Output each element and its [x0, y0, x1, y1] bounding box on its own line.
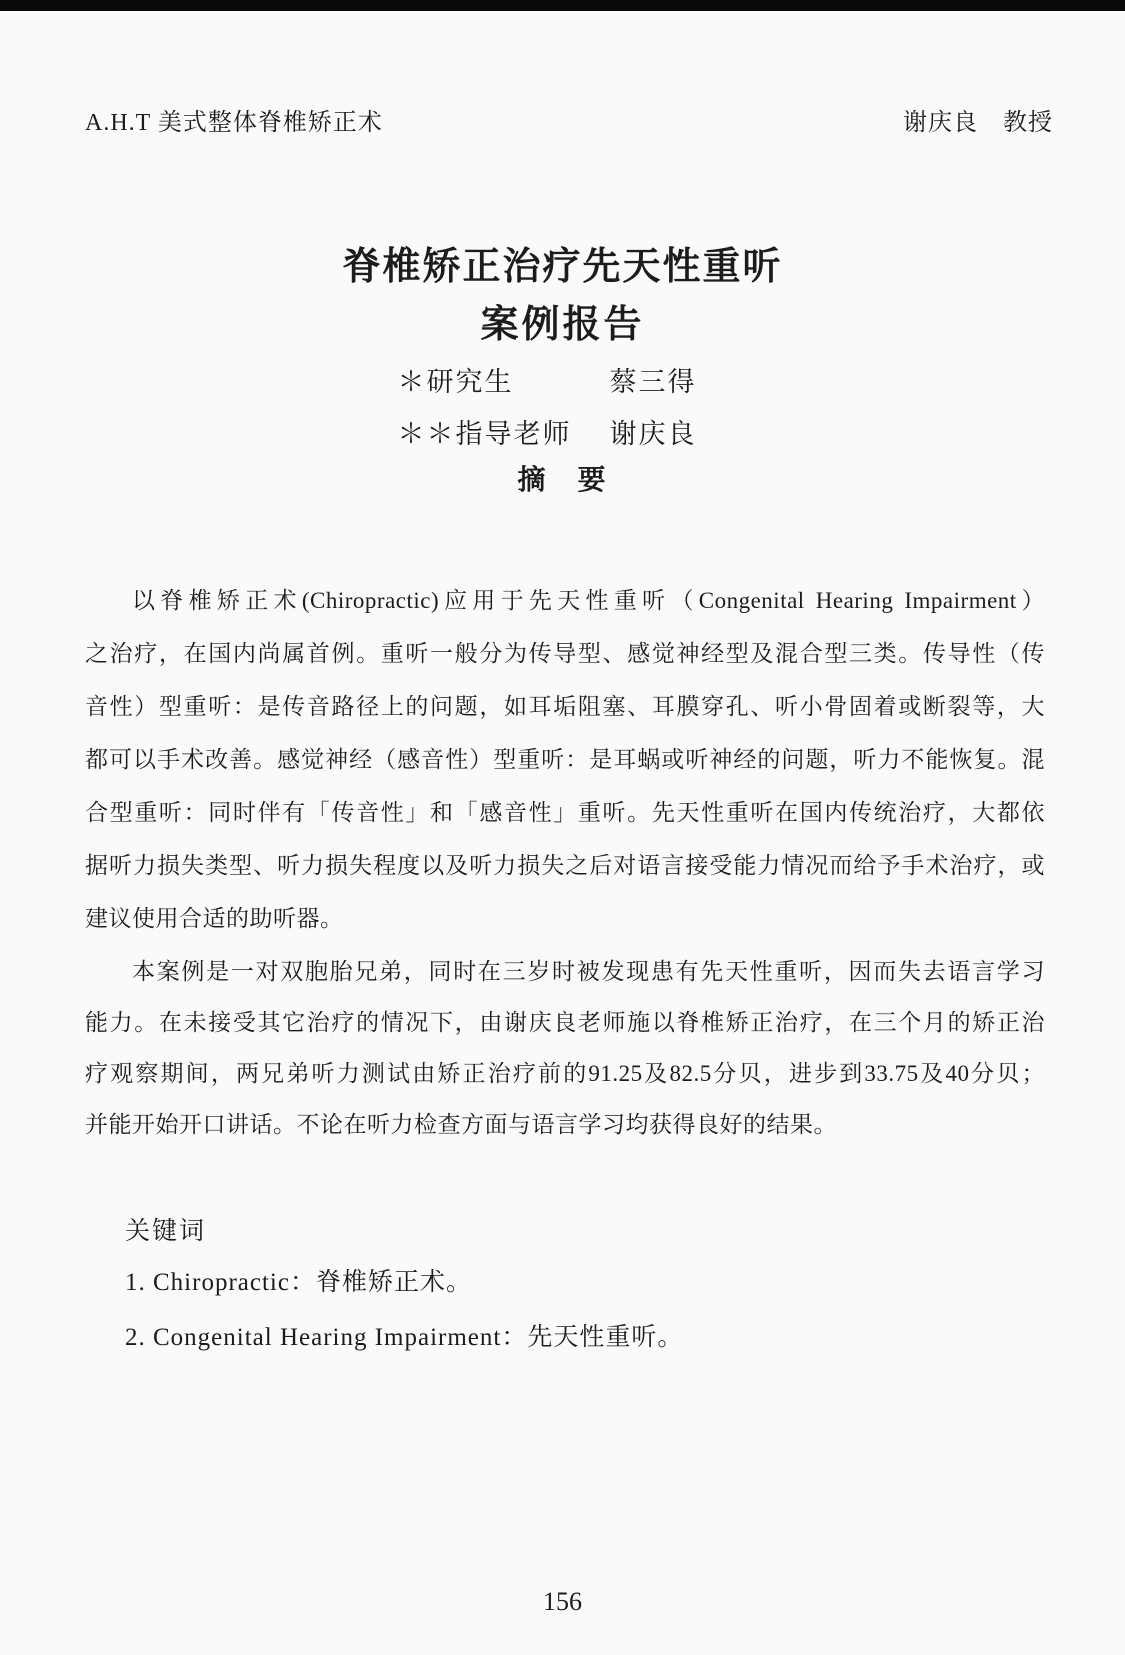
author-role-advisor: ＊＊指导老师 — [397, 419, 572, 449]
paragraph-line: 本案例是一对双胞胎兄弟，同时在三岁时被发现患有先天性重听，因而失去语言学习 — [132, 959, 1045, 984]
running-header-right: 谢庆良 教授 — [903, 110, 1053, 136]
abstract-paragraph-1 — [85, 574, 1045, 945]
document-title-line-1: 脊椎矫正治疗先天性重听 — [342, 246, 783, 288]
document-title-line-2: 案例报告 — [480, 304, 645, 346]
paragraph-line: 都可以手术改善。感觉神经（感音性）型重听：是耳蜗或听神经的问题，听力不能恢复。混 — [85, 747, 1045, 772]
abstract-paragraph-2 — [85, 946, 1045, 1150]
author-block — [0, 356, 1125, 460]
author-name-advisor: 谢庆良 — [609, 419, 697, 449]
paragraph-line: 并能开始开口讲话。不论在听力检查方面与语言学习均获得良好的结果。 — [85, 1112, 837, 1137]
paragraph-line: 之治疗，在国内尚属首例。重听一般分为传导型、感觉神经型及混合型三类。传导性（传 — [85, 641, 1045, 666]
author-row-advisor — [398, 408, 728, 460]
keywords-heading: 关键词 — [125, 1218, 207, 1245]
paragraph-line: 据听力损失类型、听力损失程度以及听力损失之后对语言接受能力情况而给予手术治疗，或 — [85, 853, 1045, 878]
author-row-student — [398, 356, 728, 408]
author-name-student: 蔡三得 — [609, 367, 697, 397]
scan-edge-bar — [0, 0, 1125, 11]
paragraph-line: 音性）型重听：是传音路径上的问题，如耳垢阻塞、耳膜穿孔、听小骨固着或断裂等，大 — [85, 694, 1045, 719]
paragraph-line: 疗观察期间，两兄弟听力测试由矫正治疗前的91.25及82.5分贝，进步到33.75及40分贝； — [85, 1061, 1045, 1086]
paragraph-line: 能力。在未接受其它治疗的情况下，由谢庆良老师施以脊椎矫正治疗，在三个月的矫正治 — [85, 1010, 1045, 1035]
paragraph-line: 以脊椎矫正术(Chiropractic)应用于先天性重听（Congenital Hearing Impairment） — [132, 588, 1045, 613]
page-number: 156 — [543, 1587, 582, 1616]
paragraph-line: 合型重听：同时伴有「传音性」和「感音性」重听。先天性重听在国内传统治疗，大都依 — [85, 800, 1045, 825]
running-header — [85, 105, 1053, 141]
keyword-item-2: 2. Congenital Hearing Impairment：先天性重听。 — [125, 1324, 684, 1351]
paragraph-line: 建议使用合适的助听器。 — [85, 906, 344, 931]
abstract-heading: 摘 要 — [517, 465, 608, 496]
keyword-item-1: 1. Chiropractic：脊椎矫正术。 — [125, 1269, 472, 1296]
running-header-left: A.H.T 美式整体脊椎矫正术 — [85, 110, 383, 136]
author-role-student: ＊研究生 — [397, 367, 514, 397]
